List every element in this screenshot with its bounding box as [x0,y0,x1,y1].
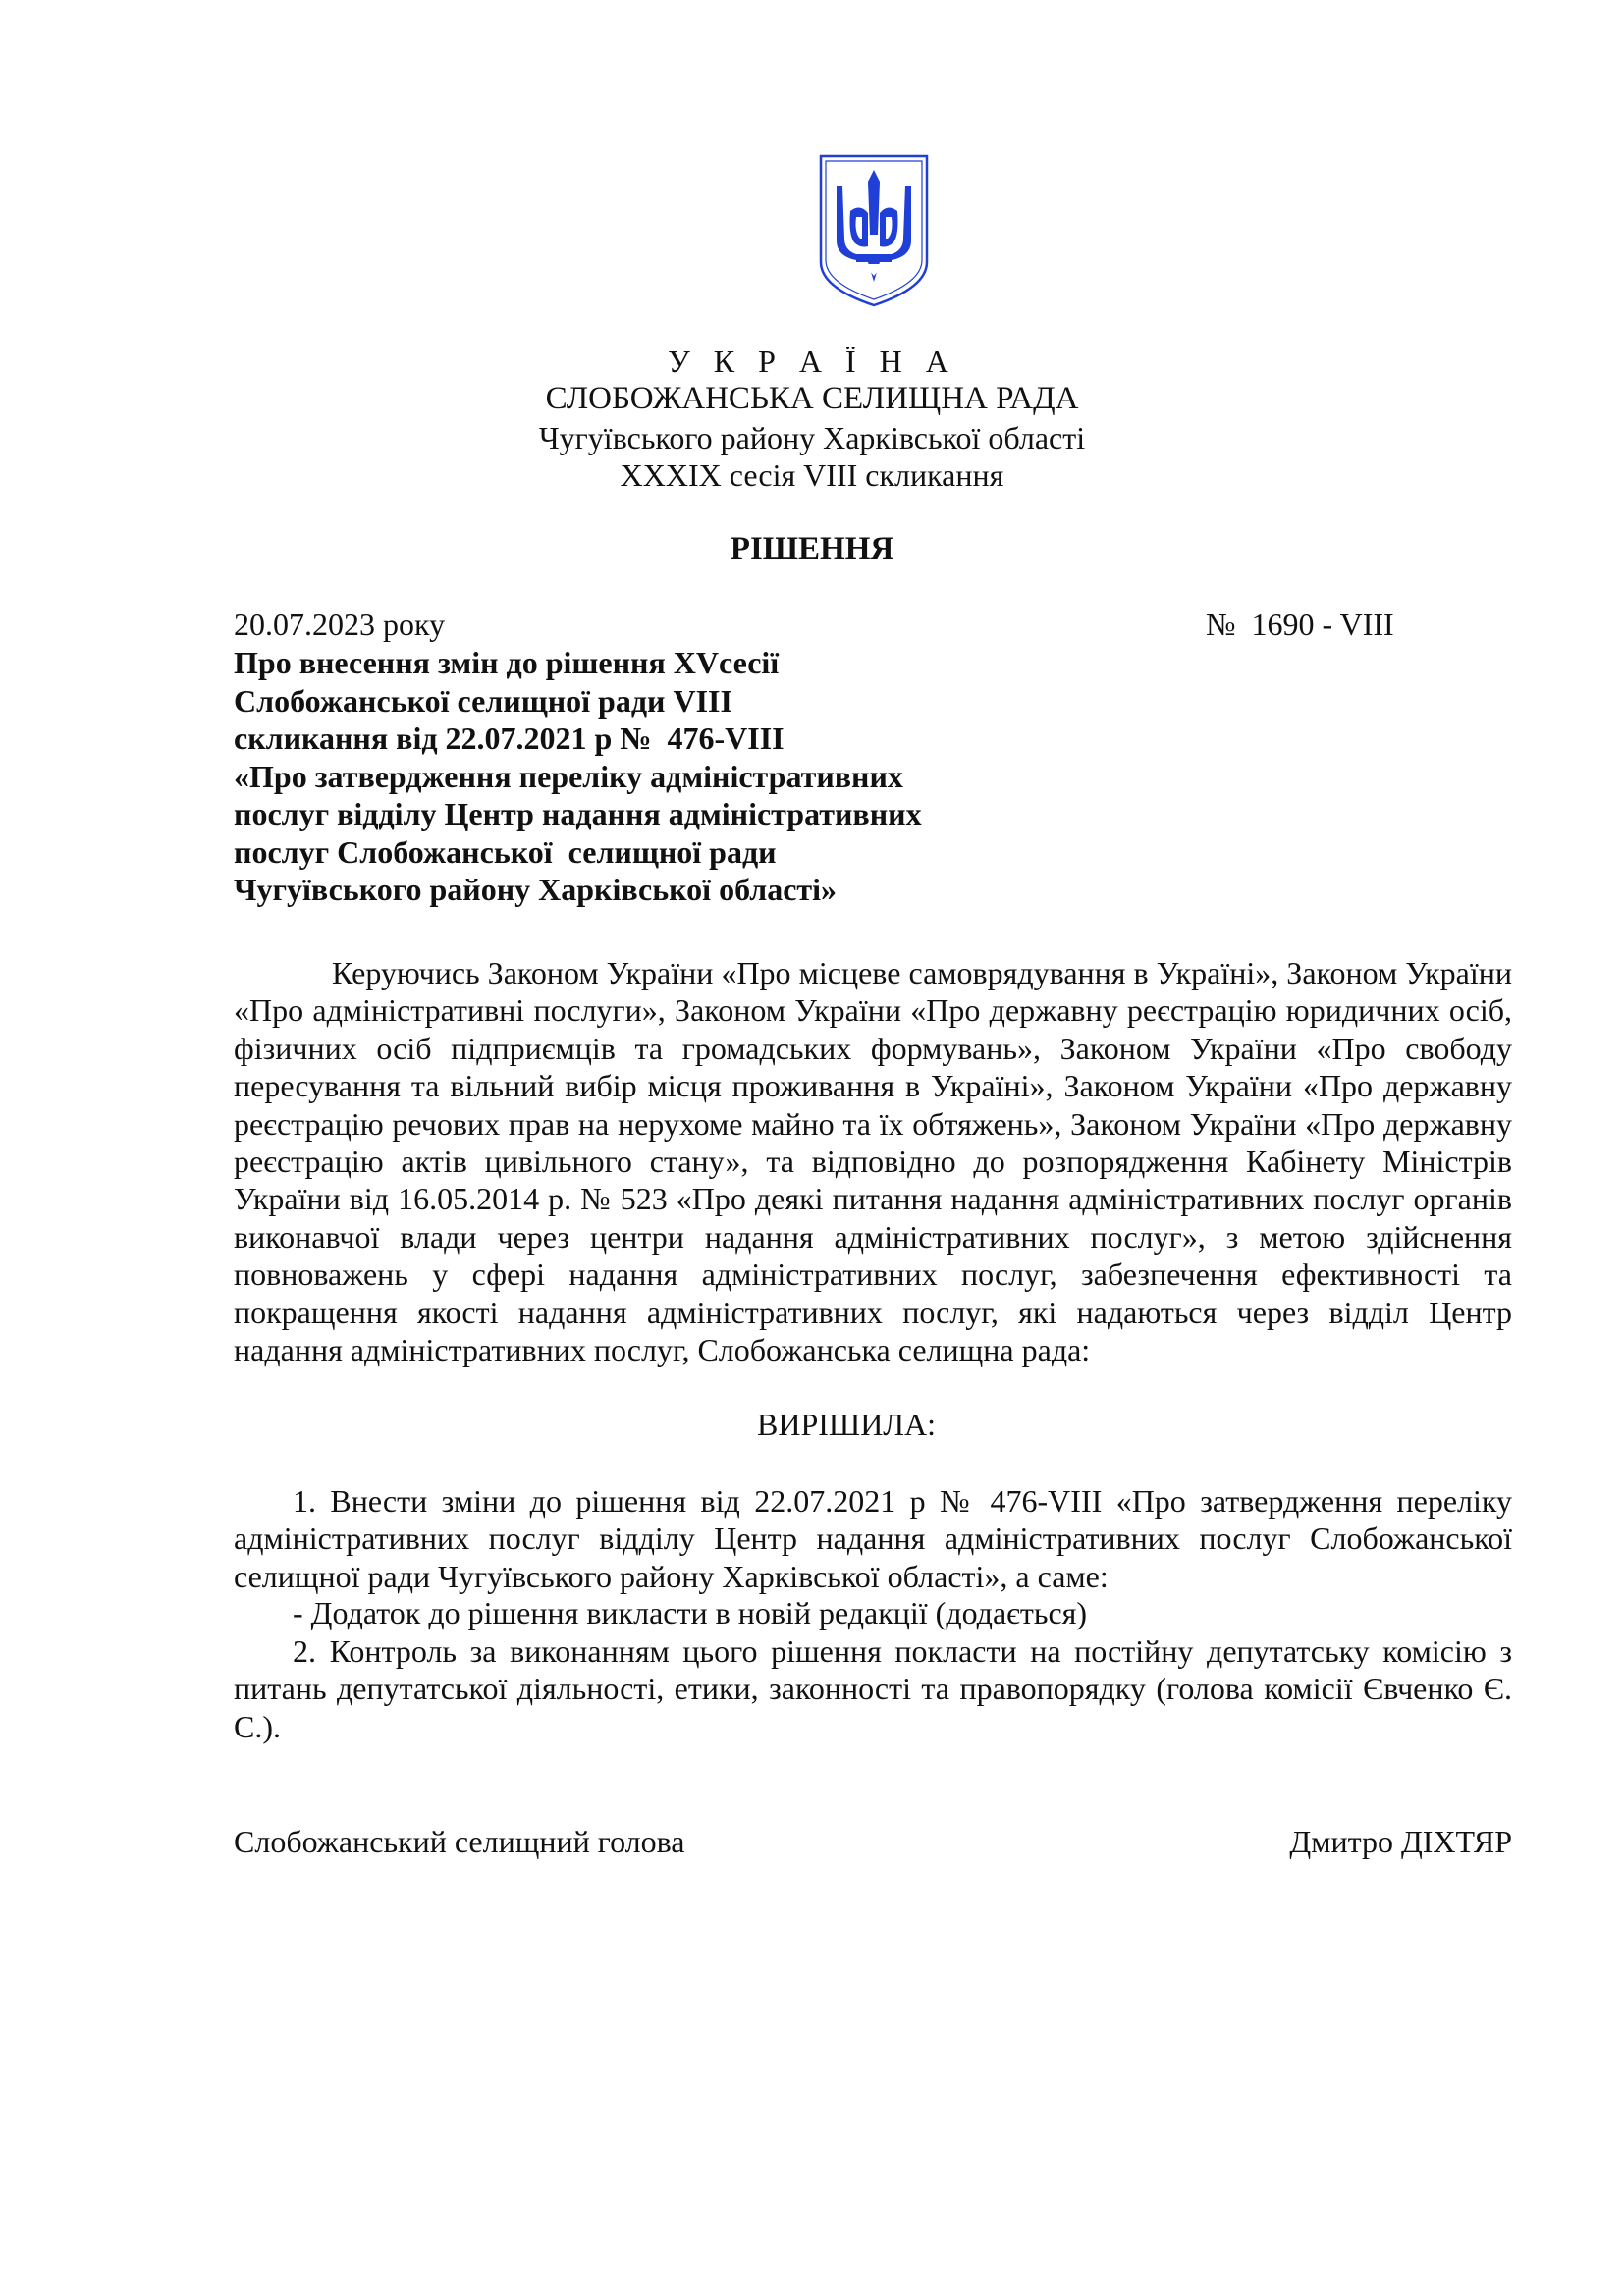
session-info: XXXIX сесія VIII скликання [620,457,1004,493]
document-title: РІШЕННЯ [730,531,894,566]
subject-line: Про внесення змін до рішення XVсесії [234,645,780,680]
signatory-title: Слобожанський селищний голова [234,1824,685,1859]
subject-line: послуг відділу Центр надання адміністративних [234,796,922,831]
decision-date: 20.07.2023 року [234,607,446,642]
ukraine-coat-of-arms-icon [815,152,933,309]
decision-item-1-sub: - Додаток до рішення викласти в новій редакції (додається) [293,1595,1088,1630]
district-name: Чугуївського району Харківської області [538,420,1086,455]
subject-line: послуг Слобожанської селищної ради [234,833,777,870]
subject-line: Слобожанської селищної ради VIII [234,682,732,719]
decision-item-1: 1. Внести зміни до рішення від 22.07.2021 р № 476-VIII «Про затвердження переліку адміністративних послуг відділу Центр надання адміністративних послуг Слобожанської селищної ради Чугуївського району Харківської області», а саме: [234,1483,1512,1594]
preamble-paragraph: Керуючись Законом України «Про місцеве самоврядування в Україні», Законом України «Про адміністративні послуги», Законом України «Про державну реєстрацію юридичних осіб, фізичних осіб підприємців та громадських формувань», Законом України «Про свободу пересування та вільний вибір місця проживання в Україні», Законом України «Про державну реєстрацію речових прав на нерухоме майно та їх обтяжень», Законом України «Про державну реєстрацію актів цивільного стану», та відповідно до розпорядження Кабінету Міністрів України від 16.05.2014 р. № 523 «Про деякі питання надання адміністративних послуг органів виконавчої влади через центри надання адміністративних послуг», з метою здійснення повноважень у сфері надання адміністративних послуг, забезпечення ефективності та покращення якості надання адміністративних послуг, які надаються через відділ Центр надання адміністративних послуг, Слобожанська селищна рада: [234,955,1512,1368]
subject-line: скликання від 22.07.2021 р № 476-VIII [234,721,785,756]
subject-line: Чугуївського району Харківської області» [234,872,838,907]
subject-line: «Про затвердження переліку адміністративних [234,758,903,794]
council-name: СЛОБОЖАНСЬКА СЕЛИЩНА РАДА [545,381,1079,416]
decided-heading: ВИРІШИЛА: [757,1407,936,1442]
decision-number: № 1690 - VIII [1206,607,1394,642]
signatory-name: Дмитро ДІХТЯР [1289,1824,1512,1859]
country-heading: У К Р А Ї Н А [668,344,956,379]
decision-item-2: 2. Контроль за виконанням цього рішення покласти на постійну депутатську комісію з питань депутатської діяльності, етики, законності та правопорядку (голова комісії Євченко Є. С.). [234,1633,1512,1744]
decision-subject [234,644,922,909]
